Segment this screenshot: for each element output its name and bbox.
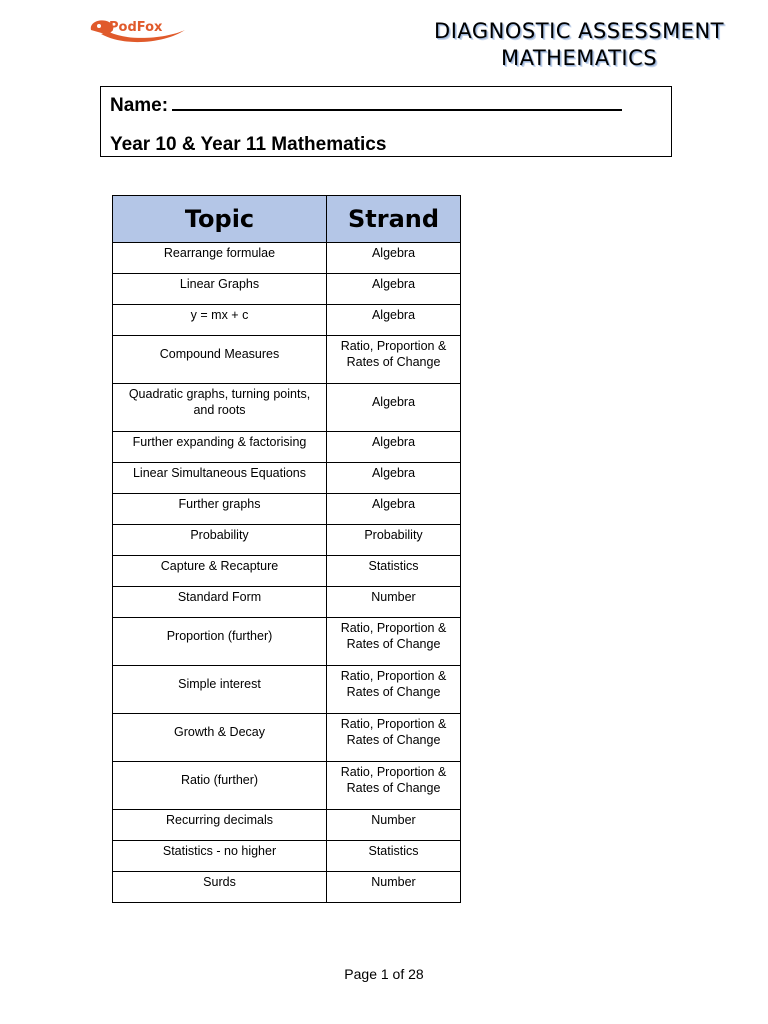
name-underline[interactable] [172,91,622,111]
topic-text: Quadratic graphs, turning points, and roots [128,386,311,417]
topic-text: Further graphs [178,497,261,511]
topic-cell [113,274,327,305]
topic-text: Linear Graphs [179,277,260,291]
table-row [113,872,461,903]
strand-text: Ratio, Proportion & Rates of Change [340,338,447,369]
table-row [113,305,461,336]
strand-cell [327,525,461,556]
table-row [113,714,461,762]
topic-cell [113,587,327,618]
logo-text: PodFox [109,20,163,35]
table-row [113,525,461,556]
table-row [113,618,461,666]
topic-text: Statistics - no higher [162,844,277,858]
table-row [113,463,461,494]
topic-cell [113,618,327,666]
topic-cell [113,762,327,810]
strand-cell [327,714,461,762]
strand-header: Strand [327,196,461,243]
topic-text: Recurring decimals [166,813,273,827]
topic-cell [113,336,327,384]
name-label: Name: [110,95,169,116]
topic-text: Simple interest [178,676,261,691]
topic-cell [113,384,327,432]
topics-table [112,195,461,903]
strand-text: Algebra [371,466,416,480]
page-number: Page 1 of 28 [344,966,424,982]
topic-text: y = mx + c [190,308,249,322]
topic-text: Growth & Decay [173,724,265,739]
course-title: Year 10 & Year 11 Mathematics [110,134,387,155]
table-row [113,274,461,305]
topic-cell [113,494,327,525]
strand-text: Algebra [371,308,416,322]
table-header-row [113,196,461,243]
topic-cell [113,556,327,587]
table-row [113,810,461,841]
strand-cell [327,274,461,305]
strand-cell [327,666,461,714]
topic-text: Compound Measures [159,346,280,361]
strand-text: Statistics [368,844,419,858]
topic-text: Further expanding & factorising [132,435,307,449]
topic-cell [113,872,327,903]
strand-cell [327,494,461,525]
strand-text: Algebra [371,246,416,260]
topic-text: Surds [203,875,236,889]
topic-text: Proportion (further) [166,628,273,643]
strand-text: Algebra [371,277,416,291]
topic-text: Standard Form [177,590,262,604]
topic-cell [113,714,327,762]
table-row [113,587,461,618]
strand-text: Number [371,813,416,827]
topic-cell [113,525,327,556]
student-info-box [100,86,672,157]
strand-cell [327,810,461,841]
topic-text: Ratio (further) [180,772,259,787]
table-row [113,762,461,810]
table-row [113,556,461,587]
strand-cell [327,556,461,587]
strand-cell [327,336,461,384]
topic-text: Capture & Recapture [160,559,279,573]
strand-cell [327,463,461,494]
strand-cell [327,432,461,463]
strand-text: Number [371,590,416,604]
topic-cell [113,243,327,274]
podfox-logo [87,14,187,44]
strand-text: Algebra [371,394,416,409]
table-row [113,243,461,274]
strand-cell [327,384,461,432]
table-row [113,841,461,872]
topic-cell [113,305,327,336]
strand-text: Statistics [368,559,419,573]
strand-text: Ratio, Proportion & Rates of Change [340,620,447,651]
title-line-2: MATHEMATICS [500,46,658,70]
table-row [113,666,461,714]
strand-text: Algebra [371,497,416,511]
document-title [434,18,724,72]
topic-text: Rearrange formulae [163,246,276,260]
strand-text: Probability [364,528,423,542]
topic-cell [113,666,327,714]
name-row [110,91,622,117]
topic-header: Topic [113,196,327,243]
strand-text: Ratio, Proportion & Rates of Change [340,764,447,795]
table-row [113,384,461,432]
strand-cell [327,243,461,274]
strand-text: Ratio, Proportion & Rates of Change [340,716,447,747]
table-row [113,432,461,463]
strand-cell [327,841,461,872]
strand-cell [327,618,461,666]
strand-cell [327,872,461,903]
strand-cell [327,762,461,810]
table-row [113,336,461,384]
topic-text: Probability [190,528,249,542]
strand-text: Algebra [371,435,416,449]
strand-text: Ratio, Proportion & Rates of Change [340,668,447,699]
topic-cell [113,810,327,841]
topic-cell [113,432,327,463]
strand-cell [327,305,461,336]
title-line-1: DIAGNOSTIC ASSESSMENT [434,19,724,43]
topic-cell [113,841,327,872]
strand-cell [327,587,461,618]
topic-cell [113,463,327,494]
strand-text: Number [371,875,416,889]
topic-text: Linear Simultaneous Equations [132,466,307,480]
table-row [113,494,461,525]
